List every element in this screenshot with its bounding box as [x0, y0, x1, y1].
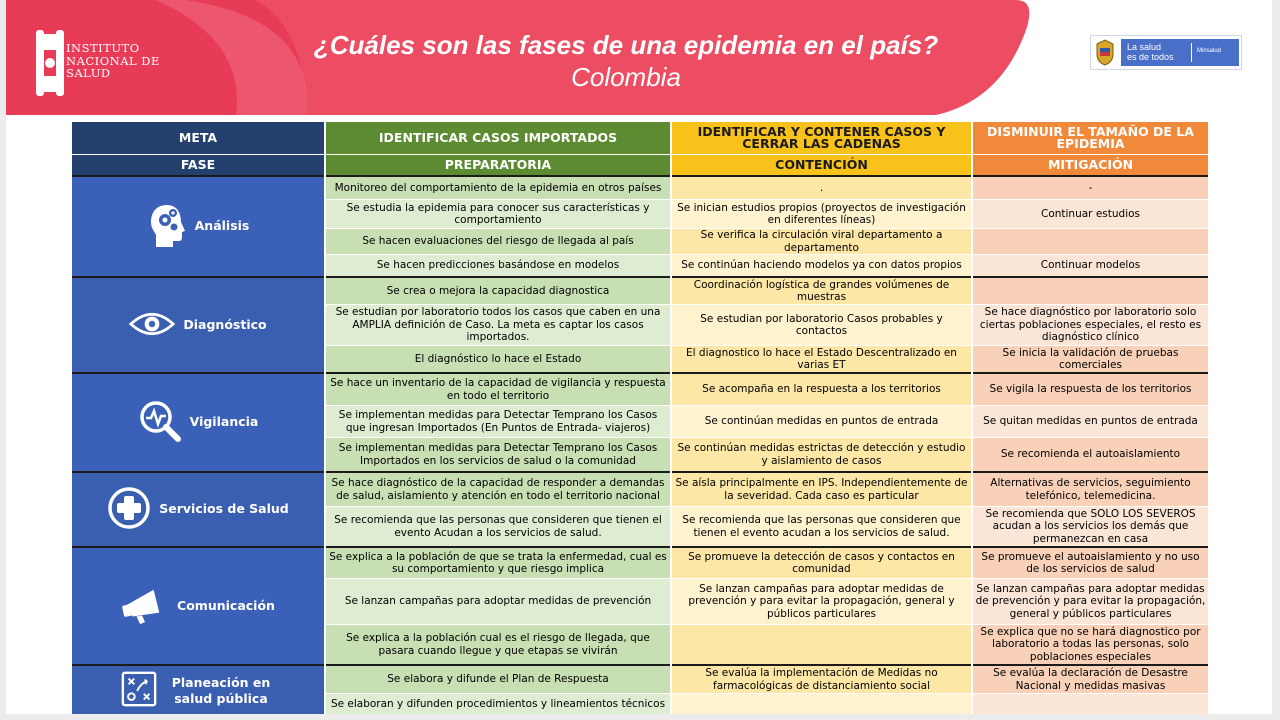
- coat-of-arms-icon: [1094, 38, 1116, 66]
- cont-cell: .: [671, 176, 972, 200]
- cont-cell: Se lanzan campañas para adoptar medidas de prevención y para evitar la propagación, general y públicos particulares: [671, 579, 972, 625]
- category-cell: [72, 472, 325, 547]
- mit-cell: Se lanzan campañas para adoptar medidas de prevención y para evitar la propagación, general y públicos particulares: [972, 579, 1209, 625]
- eye-icon: [129, 310, 175, 341]
- prep-cell: El diagnóstico lo hace el Estado: [325, 346, 671, 374]
- epidemic-phases-table: [72, 122, 1210, 714]
- prep-cell: Se implementan medidas para Detectar Temprano los Casos Importados en los servicios de salud o la comunidad: [325, 438, 671, 473]
- category-label: Servicios de Salud: [159, 501, 289, 517]
- institute-line-2: NACIONAL DE: [66, 53, 160, 68]
- mit-cell: [972, 277, 1209, 305]
- medical-cross-icon: [107, 486, 151, 533]
- mit-cell: Se vigila la respuesta de los territorios: [972, 373, 1209, 406]
- table-row: [72, 547, 1209, 579]
- fase-header-row: [72, 155, 1209, 177]
- institute-line-1: INSTITUTO: [66, 41, 140, 55]
- strategy-board-icon: [120, 670, 158, 711]
- category-cell: [72, 665, 325, 714]
- cont-cell: Se verifica la circulación viral departamento a departamento: [671, 229, 972, 255]
- slogan-line-2: es de todos: [1127, 52, 1174, 62]
- mit-cell: Se quitan medidas en puntos de entrada: [972, 406, 1209, 438]
- prep-cell: Se lanzan campañas para adoptar medidas de prevención: [325, 579, 671, 625]
- prep-fase-header: PREPARATORIA: [325, 155, 671, 177]
- cont-cell: Se continúan medidas estrictas de detección y estudio y aislamiento de casos: [671, 438, 972, 473]
- mit-cell: -: [972, 176, 1209, 200]
- minsalud-badge: [1121, 39, 1239, 66]
- cont-meta-header: IDENTIFICAR Y CONTENER CASOS Y CERRAR LAS CADENAS: [671, 122, 972, 155]
- category-label: Análisis: [194, 218, 250, 234]
- table-row: [72, 373, 1209, 406]
- cont-cell: Se inician estudios propios (proyectos de investigación en diferentes líneas): [671, 200, 972, 229]
- category-label: Diagnóstico: [183, 316, 267, 332]
- minsalud-slogan: [1127, 42, 1174, 62]
- cont-cell: [671, 694, 972, 715]
- meta-header-row: [72, 122, 1209, 155]
- fase-header: FASE: [72, 155, 325, 177]
- cont-cell: Se promueve la detección de casos y contactos en comunidad: [671, 547, 972, 579]
- mit-meta-header: DISMINUIR EL TAMAÑO DE LA EPIDEMIA: [972, 122, 1209, 155]
- cont-fase-header: CONTENCIÓN: [671, 155, 972, 177]
- table-row: [72, 472, 1209, 507]
- slogan-line-1: La salud: [1127, 42, 1162, 52]
- prep-cell: Se hace diagnóstico de la capacidad de responder a demandas de salud, aislamiento y atención en todo el territorio nacional: [325, 472, 671, 507]
- prep-cell: Se hace un inventario de la capacidad de vigilancia y respuesta en todo el territorio: [325, 373, 671, 406]
- cont-cell: El diagnostico lo hace el Estado Descentralizado en varias ET: [671, 346, 972, 374]
- mit-cell: Se explica que no se hará diagnostico por laboratorio a todas las personas, solo poblaciones especiales: [972, 625, 1209, 666]
- cont-cell: Se evalúa la implementación de Medidas no farmacológicas de distanciamiento social: [671, 665, 972, 694]
- prep-cell: Se elabora y difunde el Plan de Respuesta: [325, 665, 671, 694]
- page-subtitle: Colombia: [571, 62, 681, 92]
- table-row: [72, 665, 1209, 694]
- mit-cell: Se hace diagnóstico por laboratorio solo ciertas poblaciones especiales, el resto es diagnóstico clínico: [972, 305, 1209, 346]
- mit-cell: Se recomienda que SOLO LOS SEVEROS acudan a los servicios los demás que permanezcan en casa: [972, 507, 1209, 548]
- prep-cell: Se recomienda que las personas que consideren que tienen el evento Acudan a los servicios de salud.: [325, 507, 671, 548]
- head-gears-icon: [147, 201, 187, 252]
- mit-cell: Continuar modelos: [972, 255, 1209, 278]
- badge-divider: [1191, 43, 1192, 62]
- meta-header: META: [72, 122, 325, 155]
- category-label: Comunicación: [177, 597, 275, 613]
- category-cell: [72, 176, 325, 277]
- category-cell: [72, 277, 325, 373]
- category-cell: [72, 373, 325, 472]
- mit-cell: Se recomienda el autoaislamiento: [972, 438, 1209, 473]
- cont-cell: Se continúan medidas en puntos de entrada: [671, 406, 972, 438]
- mit-cell: [972, 229, 1209, 255]
- cont-cell: Se acompaña en la respuesta a los territorios: [671, 373, 972, 406]
- mit-cell: Continuar estudios: [972, 200, 1209, 229]
- table-row: [72, 277, 1209, 305]
- magnifier-pulse-icon: [138, 399, 182, 446]
- mit-cell: Se evalúa la declaración de Desastre Nacional y medidas masivas: [972, 665, 1209, 694]
- ins-logo-icon: [34, 28, 66, 98]
- prep-cell: Se hacen evaluaciones del riesgo de llegada al país: [325, 229, 671, 255]
- minsalud-label: Minsalud: [1197, 48, 1222, 54]
- mit-cell: [972, 694, 1209, 715]
- cont-cell: Se aísla principalmente en IPS. Independientemente de la severidad. Cada caso es particular: [671, 472, 972, 507]
- prep-cell: Se implementan medidas para Detectar Temprano los Casos que ingresan Importados (En Puntos de Entrada- viajeros): [325, 406, 671, 438]
- megaphone-icon: [121, 584, 169, 629]
- cont-cell: Se estudian por laboratorio Casos probables y contactos: [671, 305, 972, 346]
- prep-cell: Se elaboran y difunden procedimientos y lineamientos técnicos: [325, 694, 671, 715]
- cont-cell: [671, 625, 972, 666]
- page-title: ¿Cuáles son las fases de una epidemia en el país?: [313, 30, 939, 60]
- mit-cell: Alternativas de servicios, seguimiento telefónico, telemedicina.: [972, 472, 1209, 507]
- category-cell: [72, 547, 325, 665]
- category-label: Vigilancia: [189, 414, 259, 430]
- minsalud-logo: [1090, 35, 1242, 70]
- prep-cell: Monitoreo del comportamiento de la epidemia en otros países: [325, 176, 671, 200]
- prep-cell: Se hacen predicciones basándose en modelos: [325, 255, 671, 278]
- prep-cell: Se explica a la población cual es el riesgo de llegada, que pasara cuando llegue y que etapas se vivirán: [325, 625, 671, 666]
- cont-cell: Se recomienda que las personas que consideren que tienen el evento acudan a los servicios de salud.: [671, 507, 972, 548]
- prep-meta-header: IDENTIFICAR CASOS IMPORTADOS: [325, 122, 671, 155]
- slide: [6, 0, 1272, 714]
- cont-cell: Se continúan haciendo modelos ya con datos propios: [671, 255, 972, 278]
- institute-name: [66, 42, 160, 80]
- prep-cell: Se estudian por laboratorio todos los casos que caben en una AMPLIA definición de Caso. La meta es captar los casos importados.: [325, 305, 671, 346]
- prep-cell: Se explica a la población de que se trata la enfermedad, cual es su comportamiento y que riesgo implica: [325, 547, 671, 579]
- prep-cell: Se crea o mejora la capacidad diagnostica: [325, 277, 671, 305]
- institute-line-3: SALUD: [66, 66, 111, 80]
- mit-cell: Se inicia la validación de pruebas comerciales: [972, 346, 1209, 374]
- cont-cell: Coordinación logística de grandes volúmenes de muestras: [671, 277, 972, 305]
- prep-cell: Se estudia la epidemia para conocer sus características y comportamiento: [325, 200, 671, 229]
- category-label: Planeación en salud pública: [171, 674, 271, 706]
- mit-fase-header: MITIGACIÓN: [972, 155, 1209, 177]
- table-row: [72, 176, 1209, 200]
- mit-cell: Se promueve el autoaislamiento y no uso de los servicios de salud: [972, 547, 1209, 579]
